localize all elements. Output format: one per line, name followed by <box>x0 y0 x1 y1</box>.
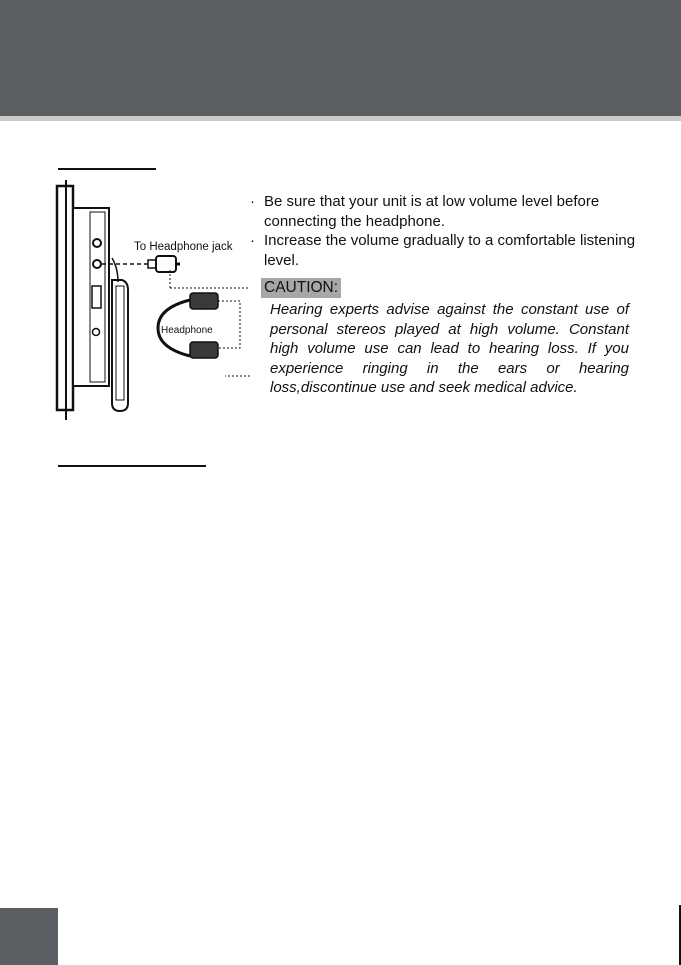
jack-label: To Headphone jack <box>134 241 233 253</box>
headphone-cord-right <box>218 301 240 348</box>
plug-body <box>156 256 176 272</box>
device-stand <box>112 280 128 411</box>
port-av-out <box>93 239 101 247</box>
header-band <box>0 0 681 116</box>
ear-cup-top <box>190 293 218 309</box>
stand-hinge <box>112 258 118 282</box>
section-heading-underline <box>58 465 206 467</box>
page-number-tab <box>0 908 58 965</box>
headphone-connection-diagram <box>40 178 250 428</box>
bullet-marker: · <box>250 193 255 210</box>
list-item <box>250 231 640 270</box>
bullet-marker: · <box>250 232 255 249</box>
header-divider <box>0 116 681 121</box>
list-item <box>250 192 640 231</box>
device-side-panel <box>73 208 109 386</box>
caution-label: CAUTION: <box>261 278 341 298</box>
caution-text: Hearing experts advise against the constant use of personal stereos played at high volume. Constant high volume use can lead to hearing loss. If you experience ringing in the ears or hearing loss,discontinue use and seek medical advice. <box>270 301 629 397</box>
instruction-text: Increase the volume gradually to a comfortable listening level. <box>264 232 636 269</box>
port-headphone <box>93 260 101 268</box>
ear-cup-bottom <box>190 342 218 358</box>
port-dc-in <box>93 329 100 336</box>
headphone-label: Headphone <box>161 325 213 336</box>
power-switch <box>92 286 101 308</box>
instruction-text: Be sure that your unit is at low volume level before connecting the headphone. <box>264 193 600 230</box>
plug-tip <box>148 260 156 268</box>
diagram-svg <box>40 178 250 428</box>
instruction-list <box>250 192 640 270</box>
section-heading-underline <box>58 168 156 170</box>
